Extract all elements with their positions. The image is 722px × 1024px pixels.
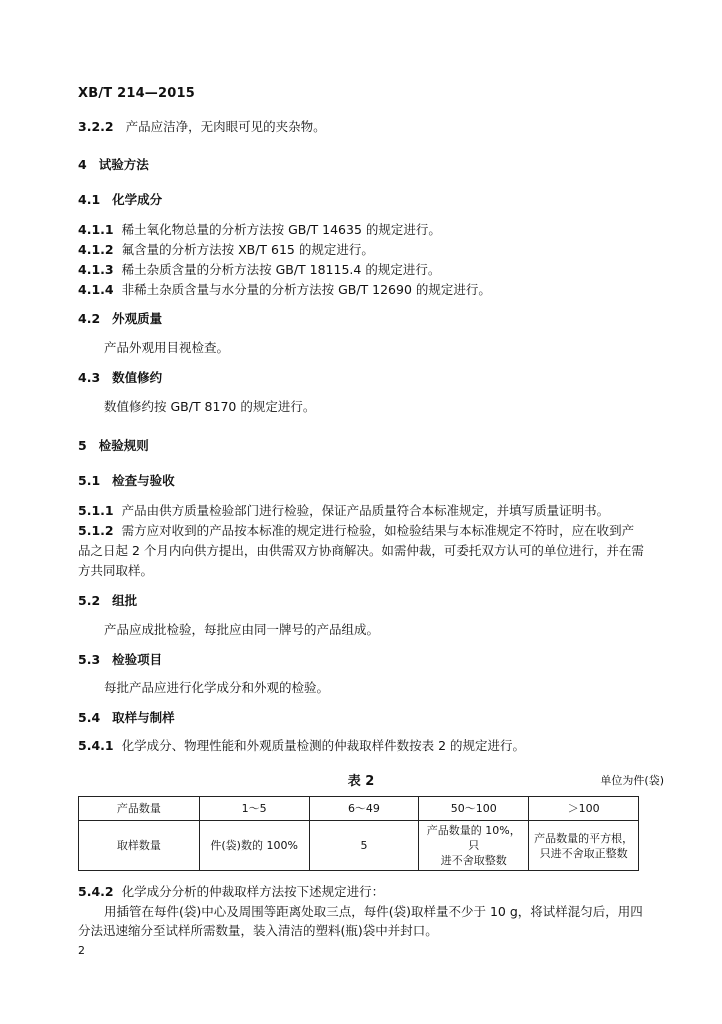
clause-4-1-1: [78, 222, 441, 238]
section-title: 检查与验收: [112, 473, 175, 488]
clause-text: 非稀土杂质含量与水分量的分析方法按 GB/T 12690 的规定进行。: [121, 282, 491, 297]
clause-5-1-2-line-3: 方共同取样。: [78, 563, 154, 578]
section-title: 检验项目: [112, 652, 163, 667]
section-title: 试验方法: [98, 157, 149, 172]
section-4-2-heading: [78, 311, 162, 327]
clause-text: 化学成分分析的仲裁取样方法按下述规定进行：: [121, 884, 385, 899]
clause-text: 稀土杂质含量的分析方法按 GB/T 18115.4 的规定进行。: [121, 262, 441, 277]
section-title: 取样与制样: [112, 710, 175, 725]
section-4-1-heading: [78, 192, 162, 208]
clause-4-1-2: [78, 242, 374, 258]
clause-number: 5.4.2: [78, 884, 114, 899]
clause-5-4-2: [78, 884, 384, 900]
sampling-table: [78, 796, 639, 871]
clause-5-1-2-line-2: 品之日起 2 个月内向供方提出，由供需双方协商解决。如需仲裁，可委托双方认可的单位进行，并在需: [78, 543, 644, 558]
section-title: 检验规则: [98, 438, 149, 453]
section-number: 4.2: [78, 311, 101, 326]
section-5-2-body: 产品应成批检验，每批应由同一牌号的产品组成。: [104, 622, 380, 637]
table-cell: 5: [309, 821, 419, 871]
clause-number: 4.1.2: [78, 242, 114, 257]
table-cell: 件(袋)数的 100%: [199, 821, 309, 871]
clause-text: 产品应洁净，无肉眼可见的夹杂物。: [125, 119, 326, 134]
table-row-label: 取样数量: [79, 821, 200, 871]
section-number: 5: [78, 438, 87, 453]
section-title: 外观质量: [112, 311, 163, 326]
section-title: 化学成分: [112, 192, 163, 207]
clause-number: 3.2.2: [78, 119, 114, 134]
table-cell-line: 产品数量的平方根，: [534, 831, 634, 845]
clause-5-4-2-body-2: 分法迅速缩分至试样所需数量，装入清洁的塑料(瓶)袋中并封口。: [78, 923, 438, 938]
clause-number: 4.1.1: [78, 222, 114, 237]
table-header-cell: ＞100: [529, 797, 639, 821]
clause-text: 氟含量的分析方法按 XB/T 615 的规定进行。: [121, 242, 374, 257]
section-5-1-heading: [78, 473, 175, 489]
section-title: 数值修约: [112, 370, 163, 385]
table-caption: 表 2: [347, 774, 375, 789]
section-number: 5.4: [78, 710, 101, 725]
section-4-heading: [78, 157, 149, 173]
table-cell-line: 进不舍取整数: [440, 854, 507, 867]
clause-number: 5.1.2: [78, 523, 114, 538]
section-5-4-heading: [78, 710, 175, 726]
table-cell-line: 产品数量的 10%，只: [426, 824, 521, 852]
section-number: 4: [78, 157, 87, 172]
table-cell: [529, 821, 639, 871]
section-number: 4.1: [78, 192, 101, 207]
clause-4-1-4: [78, 282, 491, 298]
section-5-3-heading: [78, 652, 162, 668]
clause-5-4-2-body-1: 用插管在每件(袋)中心及周围等距离处取三点，每件(袋)取样量不少于 10 g，将试样混匀后，用四: [104, 904, 643, 919]
table-header-cell: 6～49: [309, 797, 419, 821]
section-5-3-body: 每批产品应进行化学成分和外观的检验。: [104, 680, 330, 695]
clause-text: 产品由供方质量检验部门进行检验，保证产品质量符合本标准规定，并填写质量证明书。: [121, 503, 610, 518]
clause-text-line-1: 需方应对收到的产品按本标准的规定进行检验，如检验结果与本标准规定不符时，应在收到产: [121, 523, 635, 538]
section-number: 5.3: [78, 652, 101, 667]
section-number: 4.3: [78, 370, 101, 385]
table-cell: [419, 821, 529, 871]
section-4-3-body: 数值修约按 GB/T 8170 的规定进行。: [104, 399, 316, 414]
table-header-cell: 50～100: [419, 797, 529, 821]
section-4-3-heading: [78, 370, 162, 386]
table-row: [79, 821, 639, 871]
clause-number: 4.1.4: [78, 282, 114, 297]
table-row: [79, 797, 639, 821]
clause-5-4-1: [78, 738, 525, 754]
clause-number: 5.1.1: [78, 503, 114, 518]
clause-4-1-3: [78, 262, 440, 278]
table-header-cell: 产品数量: [79, 797, 200, 821]
clause-3-2-2: [78, 119, 326, 135]
clause-number: 5.4.1: [78, 738, 114, 753]
clause-text: 稀土氧化物总量的分析方法按 GB/T 14635 的规定进行。: [121, 222, 441, 237]
clause-5-1-2: [78, 523, 634, 539]
page-number: 2: [78, 944, 85, 957]
section-number: 5.1: [78, 473, 101, 488]
clause-5-1-1: [78, 503, 609, 519]
section-4-2-body: 产品外观用目视检查。: [104, 340, 230, 355]
table-cell-line: 只进不舍取正整数: [539, 846, 628, 860]
section-5-heading: [78, 438, 149, 454]
table-header-cell: 1～5: [199, 797, 309, 821]
section-number: 5.2: [78, 593, 101, 608]
document-code: XB/T 214—2015: [78, 86, 195, 101]
table-unit: 单位为件(袋): [600, 774, 664, 787]
clause-text: 化学成分、物理性能和外观质量检测的仲裁取样件数按表 2 的规定进行。: [121, 738, 525, 753]
clause-number: 4.1.3: [78, 262, 114, 277]
section-5-2-heading: [78, 593, 137, 609]
section-title: 组批: [112, 593, 138, 608]
